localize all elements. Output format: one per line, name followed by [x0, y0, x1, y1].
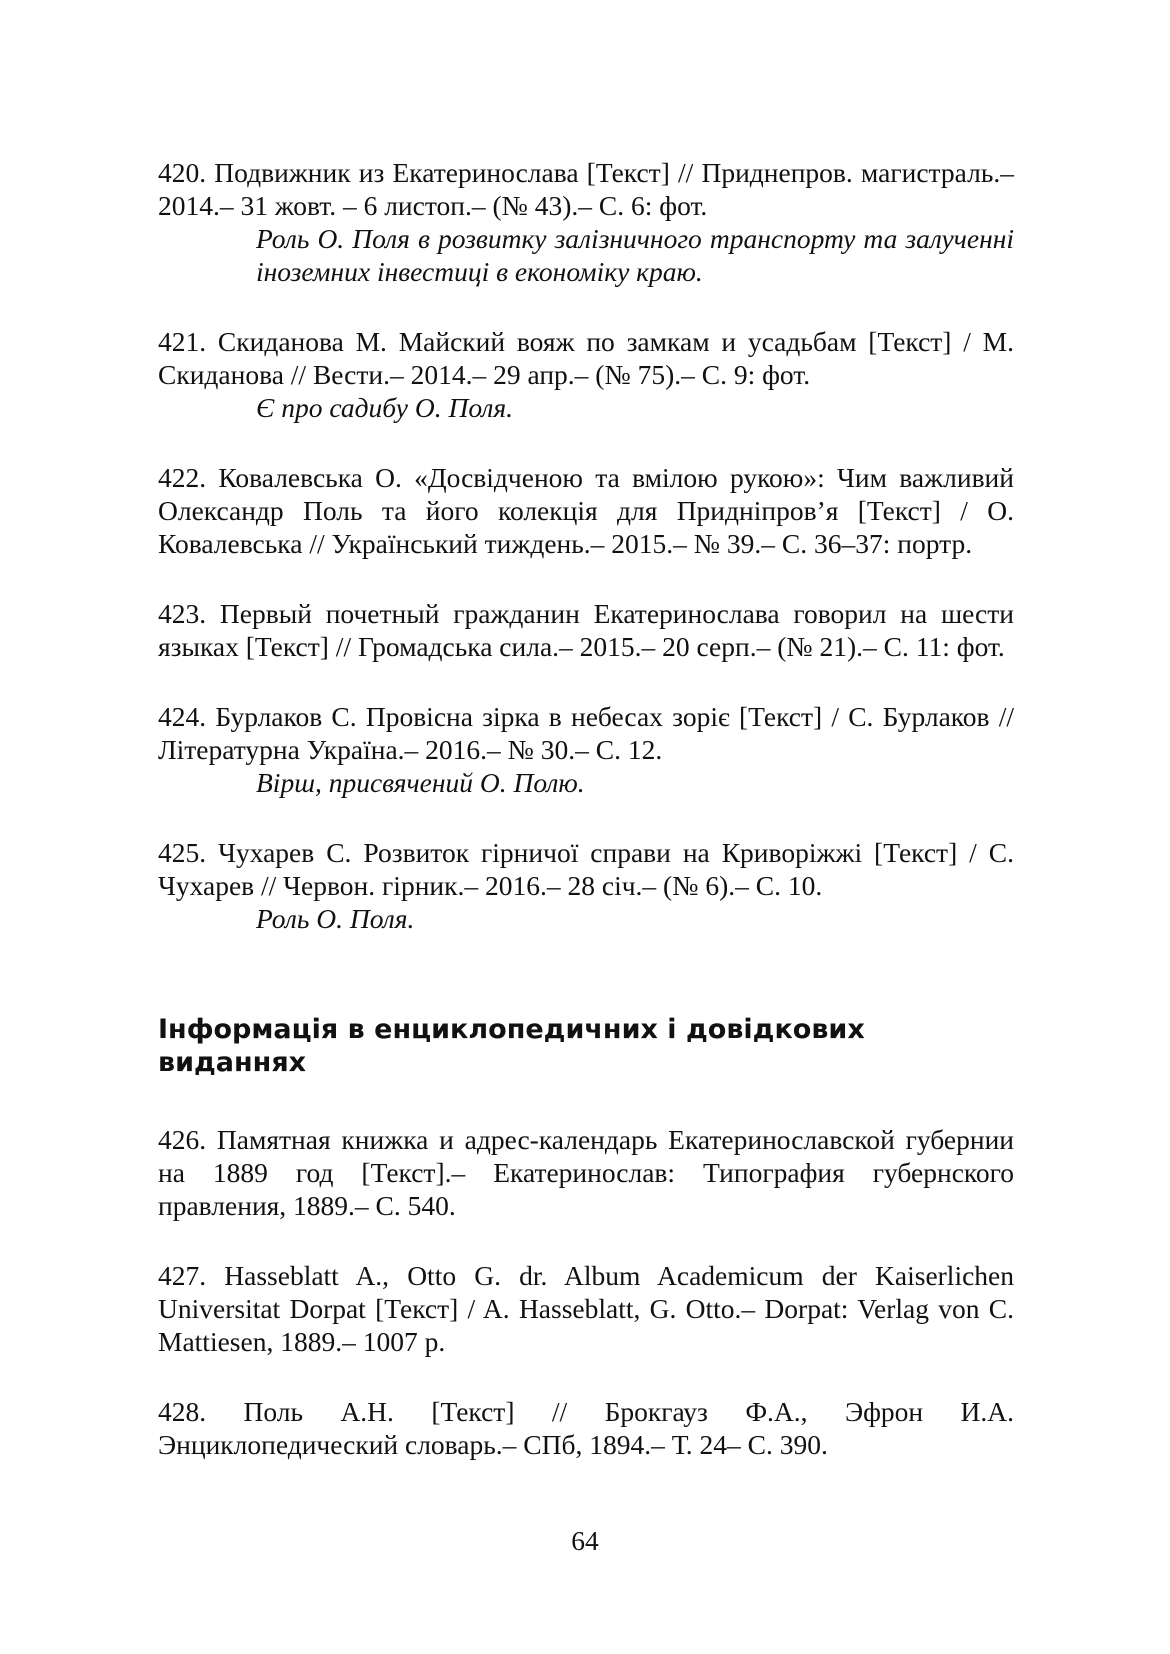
entry-text: 426. Памятная книжка и адрес-календарь Екатеринославской губернии на 1889 год [Текст].– Екатеринослав: Типография губернского правления, 1889.– С. 540. — [158, 1124, 1014, 1221]
entry-text: 422. Ковалевська О. «Досвідченою та вмілою рукою»: Чим важливий Олександр Поль та його колекція для Придніпров’я [Текст] / О. Ковалевська // Український тиждень.– 2015.– № 39.– С. 36–37: портр. — [158, 462, 1014, 559]
bibliography-entry-422 — [158, 461, 1014, 560]
entry-annotation: Роль О. Поля в розвитку залізничного транспорту та залученні іноземних інвестиці в економіку краю. — [256, 223, 1014, 287]
entry-text: 427. Hasseblatt A., Otto G. dr. Album Academicum der Kaiserlichen Universitat Dorpat [Текст] / A. Hasseblatt, G. Otto.– Dorpat: Verlag von C. Mattiesen, 1889.– 1007 p. — [158, 1260, 1014, 1357]
section-heading: Інформація в енциклопедичних і довідкових виданнях — [158, 1014, 865, 1078]
bibliography-entry-427 — [158, 1259, 1014, 1358]
page-number: 64 — [571, 1525, 599, 1556]
bibliography-entry-420 — [158, 156, 1014, 288]
entry-text: 423. Первый почетный гражданин Екатеринослава говорил на шести языках [Текст] // Громадська сила.– 2015.– 20 серп.– (№ 21).– С. 11: фот. — [158, 598, 1014, 662]
bibliography-entry-426 — [158, 1123, 1014, 1222]
entry-text: 421. Скиданова М. Майский вояж по замкам и усадьбам [Текст] / М. Скиданова // Вести.– 2014.– 29 апр.– (№ 75).– С. 9: фот. — [158, 326, 1014, 390]
bibliography-entry-428 — [158, 1395, 1014, 1461]
entry-text: 425. Чухарев С. Розвиток гірничої справи на Криворіжжі [Текст] / С. Чухарев // Червон. гірник.– 2016.– 28 січ.– (№ 6).– С. 10. — [158, 837, 1014, 901]
entry-text: 420. Подвижник из Екатеринослава [Текст] // Приднепров. магистраль.– 2014.– 31 жовт. – 6 листоп.– (№ 43).– С. 6: фот. — [158, 157, 1014, 221]
document-page — [158, 156, 1014, 1461]
entry-annotation: Є про садибу О. Поля. — [256, 392, 514, 423]
bibliography-entry-425 — [158, 836, 1014, 935]
entry-text: 424. Бурлаков С. Провісна зірка в небесах зоріє [Текст] / С. Бурлаков // Літературна Україна.– 2016.– № 30.– С. 12. — [158, 701, 1014, 765]
bibliography-entry-424 — [158, 700, 1014, 799]
bibliography-entry-421 — [158, 325, 1014, 424]
entry-text: 428. Поль А.Н. [Текст] // Брокгауз Ф.А., Эфрон И.А. Энциклопедический словарь.– СПб, 1894.– Т. 24– С. 390. — [158, 1396, 1014, 1460]
bibliography-entry-423 — [158, 597, 1014, 663]
entry-annotation: Вірш, присвячений О. Полю. — [256, 767, 585, 798]
entry-annotation: Роль О. Поля. — [256, 903, 415, 934]
